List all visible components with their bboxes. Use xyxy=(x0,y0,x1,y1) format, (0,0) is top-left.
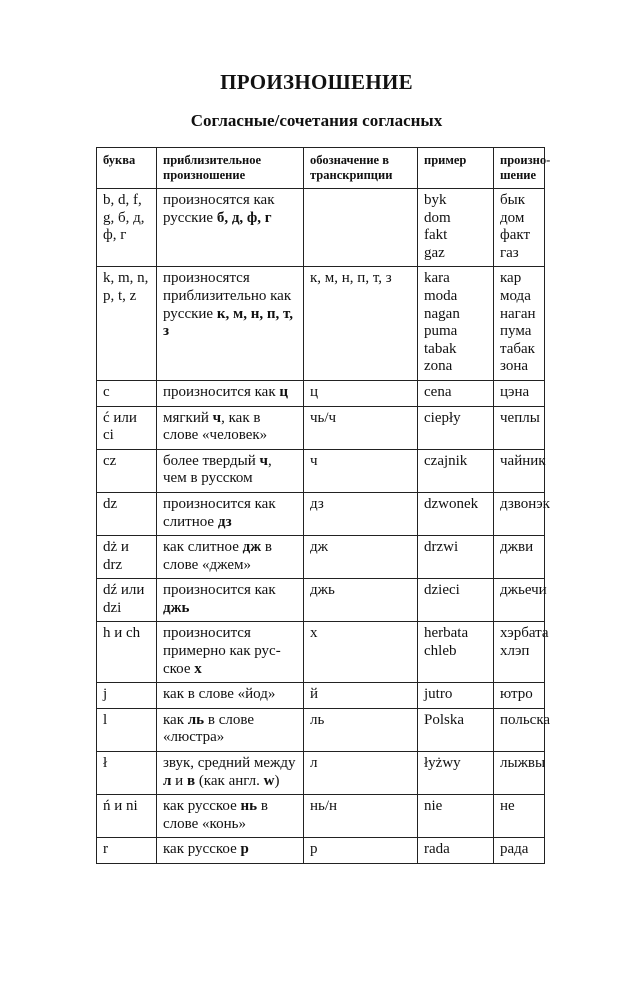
bold-fragment: ц xyxy=(279,383,289,400)
bold-fragment: л xyxy=(163,772,172,789)
cell-letter: r xyxy=(97,838,157,864)
cell-pronunciation xyxy=(157,708,304,751)
text-fragment: как в слове «йод» xyxy=(163,686,276,703)
cell-transcription: ц xyxy=(304,380,418,406)
bold-fragment: дж xyxy=(242,539,262,556)
cell-example: herbata chleb xyxy=(418,622,494,683)
text-fragment: звук, средний между xyxy=(163,755,296,772)
cell-letter: j xyxy=(97,683,157,709)
table-row xyxy=(97,536,545,579)
page-subtitle: Согласные/сочетания согласных xyxy=(190,111,443,130)
table-row xyxy=(97,579,545,622)
cell-pronunciation xyxy=(157,406,304,449)
text-fragment: произносится как xyxy=(163,383,280,400)
text-fragment: как слитное xyxy=(163,539,243,556)
bold-fragment: р xyxy=(240,841,249,858)
table-row xyxy=(97,267,545,381)
cell-letter: k, m, n, p, t, z xyxy=(97,267,157,381)
page-title: ПРОИЗНОШЕНИЕ xyxy=(220,70,413,94)
text-fragment: (как англ. xyxy=(195,772,264,789)
cell-pronunciation xyxy=(157,838,304,864)
cell-sound: ютро xyxy=(494,683,545,709)
cell-letter: c xyxy=(97,380,157,406)
bold-fragment: нь xyxy=(240,798,258,815)
cell-sound: рада xyxy=(494,838,545,864)
bold-fragment: х xyxy=(194,660,202,677)
cell-sound: не xyxy=(494,795,545,838)
pronunciation-table xyxy=(96,147,551,864)
cell-transcription: дз xyxy=(304,492,418,535)
cell-example: jutro xyxy=(418,683,494,709)
table-row xyxy=(97,795,545,838)
text-fragment: , как в слове «человек» xyxy=(163,409,268,444)
bold-fragment: ч xyxy=(212,409,222,426)
cell-transcription: р xyxy=(304,838,418,864)
cell-example: ciepły xyxy=(418,406,494,449)
cell-transcription: чь/ч xyxy=(304,406,418,449)
bold-fragment: в xyxy=(186,772,196,789)
cell-sound: чайник xyxy=(494,449,545,492)
cell-example: cena xyxy=(418,380,494,406)
bold-fragment: джь xyxy=(163,599,190,616)
cell-sound: кар мода наган пума табак зона xyxy=(494,267,545,381)
bold-fragment: дз xyxy=(217,513,232,530)
table-row xyxy=(97,189,545,267)
cell-example: dzwonek xyxy=(418,492,494,535)
cell-sound: дзвонэк xyxy=(494,492,545,535)
bold-fragment: w xyxy=(263,772,275,789)
cell-sound: лыжвы xyxy=(494,752,545,795)
text-fragment: в слове «люстра» xyxy=(163,711,255,746)
cell-transcription: дж xyxy=(304,536,418,579)
header-sound: произно-шение xyxy=(494,148,545,189)
cell-pronunciation xyxy=(157,536,304,579)
cell-transcription: к, м, н, п, т, з xyxy=(304,267,418,381)
cell-sound: польска xyxy=(494,708,545,751)
cell-sound: хэрбата хлэп xyxy=(494,622,545,683)
table-row xyxy=(97,380,545,406)
cell-transcription: ч xyxy=(304,449,418,492)
bold-fragment: к, м, н, п, т, з xyxy=(163,305,293,340)
cell-sound: джви xyxy=(494,536,545,579)
table-row xyxy=(97,492,545,535)
cell-example: drzwi xyxy=(418,536,494,579)
table-body xyxy=(97,189,551,864)
cell-example: łyżwy xyxy=(418,752,494,795)
cell-sound: чеплы xyxy=(494,406,545,449)
bold-fragment: б, д, ф, г xyxy=(216,209,272,226)
cell-sound: цэна xyxy=(494,380,545,406)
header-transcription: обозначение в транскрипции xyxy=(304,148,418,189)
text-fragment: в слове «конь» xyxy=(163,798,268,832)
cell-letter: cz xyxy=(97,449,157,492)
cell-pronunciation xyxy=(157,267,304,381)
table-row xyxy=(97,683,545,709)
cell-pronunciation xyxy=(157,449,304,492)
cell-letter: ć или ci xyxy=(97,406,157,449)
table-row xyxy=(97,838,545,864)
text-fragment: и xyxy=(171,772,187,789)
text-fragment: более твердый xyxy=(163,452,260,469)
cell-pronunciation xyxy=(157,752,304,795)
text-fragment: как xyxy=(163,711,188,728)
table-row xyxy=(97,752,545,795)
cell-pronunciation xyxy=(157,579,304,622)
cell-pronunciation xyxy=(157,492,304,535)
cell-transcription: й xyxy=(304,683,418,709)
cell-letter: b, d, f, g, б, д, ф, г xyxy=(97,189,157,267)
cell-letter: ń и ni xyxy=(97,795,157,838)
cell-example: rada xyxy=(418,838,494,864)
cell-example: kara moda nagan puma tabak zona xyxy=(418,267,494,381)
cell-sound: бык дом факт газ xyxy=(494,189,545,267)
cell-pronunciation xyxy=(157,189,304,267)
text-fragment: произносится примерно как русское xyxy=(163,625,281,677)
text-fragment: мягкий xyxy=(163,409,213,426)
cell-pronunciation xyxy=(157,622,304,683)
table-header-row xyxy=(97,148,545,189)
text-fragment: как русское xyxy=(163,841,241,858)
cell-sound: джьечи xyxy=(494,579,545,622)
cell-example: dzieci xyxy=(418,579,494,622)
text-fragment: произносится как слитное xyxy=(163,495,276,530)
cell-letter: dż и drz xyxy=(97,536,157,579)
header-letter: буква xyxy=(97,148,157,189)
cell-example: nie xyxy=(418,795,494,838)
cell-example: Polska xyxy=(418,708,494,751)
cell-letter: l xyxy=(97,708,157,751)
text-fragment: , чем в русском xyxy=(163,452,272,487)
cell-letter: dź или dzi xyxy=(97,579,157,622)
cell-transcription xyxy=(304,189,418,267)
bold-fragment: ль xyxy=(187,711,205,728)
bold-fragment: ч xyxy=(259,452,268,469)
table-row xyxy=(97,449,545,492)
cell-example: byk dom fakt gaz xyxy=(418,189,494,267)
header-pronunciation: приблизительное произношение xyxy=(157,148,304,189)
cell-example: czajnik xyxy=(418,449,494,492)
text-fragment: произносится как xyxy=(163,582,276,599)
cell-pronunciation xyxy=(157,795,304,838)
table-row xyxy=(97,622,545,683)
cell-letter: h и ch xyxy=(97,622,157,683)
text-fragment: как русское xyxy=(163,798,241,815)
cell-letter: dz xyxy=(97,492,157,535)
header-example: пример xyxy=(418,148,494,189)
text-fragment: ) xyxy=(274,772,280,789)
text-fragment: произносятся приблизительно как русские xyxy=(163,270,292,322)
cell-transcription: х xyxy=(304,622,418,683)
cell-letter: ł xyxy=(97,752,157,795)
cell-transcription: л xyxy=(304,752,418,795)
cell-pronunciation xyxy=(157,380,304,406)
text-fragment: в слове «джем» xyxy=(163,539,272,573)
table-row xyxy=(97,708,545,751)
text-fragment: произносятся как русские xyxy=(163,192,275,226)
cell-transcription: джь xyxy=(304,579,418,622)
table-row xyxy=(97,406,545,449)
cell-pronunciation xyxy=(157,683,304,709)
cell-transcription: нь/н xyxy=(304,795,418,838)
cell-transcription: ль xyxy=(304,708,418,751)
